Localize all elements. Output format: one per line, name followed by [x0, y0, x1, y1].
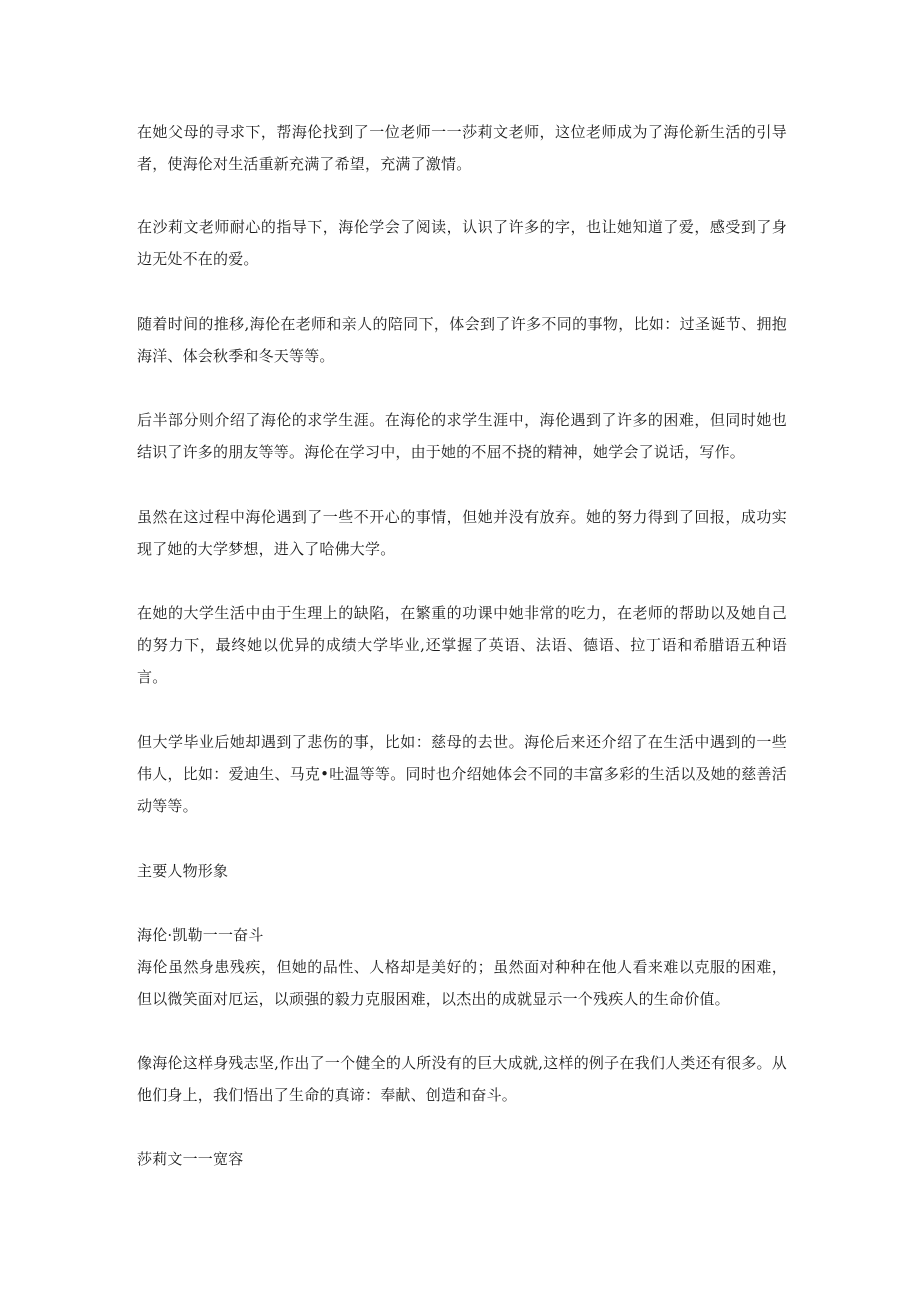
character-sullivan-title: 莎莉文一一宽容: [137, 1150, 244, 1168]
paragraph-school-life: 后半部分则介绍了海伦的求学生涯。在海伦的求学生涯中，海伦遇到了许多的困难，但同时她也结识了许多的朋友等等。海伦在学习中，由于她的不屈不挠的精神，她学会了说话，写作。: [137, 411, 787, 461]
character-helen-text: 海伦虽然身患残疾，但她的品性、人格却是美好的；虽然面对种种在他人看来难以克服的困难，但以微笑面对厄运，以顽强的毅力克服困难，以杰出的成就显示一个残疾人的生命价值。: [137, 958, 787, 1008]
section-heading-characters: 主要人物形象: [137, 862, 229, 880]
paragraph-learning-love: 在沙莉文老师耐心的指导下，海伦学会了阅读，认识了许多的字，也让她知道了爱，感受到了身边无处不在的爱。: [137, 218, 787, 268]
paragraph-experiences: 随着时间的推移,海伦在老师和亲人的陪同下，体会到了许多不同的事物，比如：过圣诞节、拥抱海洋、体会秋季和冬天等等。: [137, 315, 787, 365]
paragraph-helen-inspiration: 像海伦这样身残志坚,作出了一个健全的人所没有的巨大成就,这样的例子在我们人类还有很多。从他们身上，我们悟出了生命的真谛：奉献、创造和奋斗。: [137, 1054, 787, 1104]
paragraph-teacher-found: 在她父母的寻求下，帮海伦找到了一位老师一一莎莉文老师，这位老师成为了海伦新生活的引导者，使海伦对生活重新充满了希望，充满了激情。: [137, 123, 787, 173]
paragraph-after-graduation: 但大学毕业后她却遇到了悲伤的事，比如：慈母的去世。海伦后来还介绍了在生活中遇到的一些伟人，比如：爱迪生、马克•吐温等等。同时也介绍她体会不同的丰富多彩的生活以及她的慈善活动等等。: [137, 733, 787, 815]
paragraph-harvard: 虽然在这过程中海伦遇到了一些不开心的事情，但她并没有放弃。她的努力得到了回报，成功实现了她的大学梦想，进入了哈佛大学。: [137, 508, 787, 558]
paragraph-university: 在她的大学生活中由于生理上的缺陷，在繁重的功课中她非常的吃力，在老师的帮助以及她自己的努力下，最终她以优异的成绩大学毕业,还掌握了英语、法语、德语、拉丁语和希腊语五种语言。: [137, 604, 787, 686]
character-helen-block: [137, 919, 787, 1015]
character-helen-title: 海伦·凯勒一一奋斗: [137, 926, 264, 944]
